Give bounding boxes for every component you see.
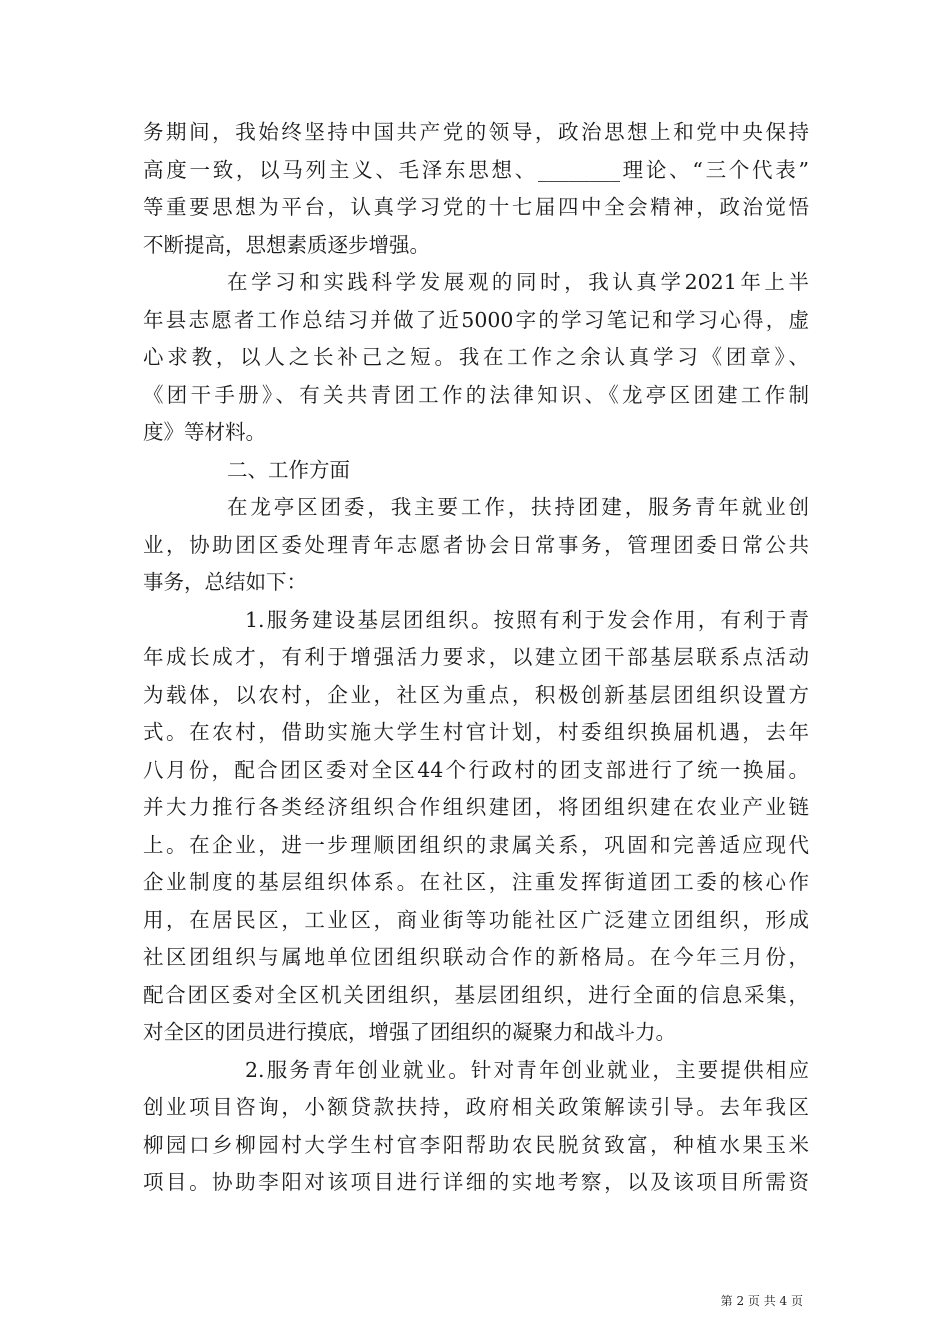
list-item-first-line: 1.服务建设基层团组织。按照有利于发会作用，有利于青 <box>245 607 809 632</box>
text-line: 上。在企业，进一步理顺团组织的隶属关系，巩固和完善适应现代 <box>143 832 809 857</box>
text-line: 等重要思想为平台，认真学习党的十七届四中全会精神，政治觉悟 <box>143 195 809 219</box>
text-line: 为载体，以农村，企业，社区为重点，积极创新基层团组织设置方 <box>143 682 809 707</box>
list-item-first-line: 2.服务青年创业就业。针对青年创业就业，主要提供相应 <box>245 1057 809 1082</box>
body-text <box>143 114 809 1202</box>
text-line: 务期间，我始终坚持中国共产党的领导，政治思想上和党中央保持 <box>143 120 809 144</box>
text-line: 年成长成才，有利于增强活力要求，以建立团干部基层联系点活动 <box>143 645 809 669</box>
text-line: 度》等材料。 <box>143 420 266 444</box>
text-line: 配合团区委对全区机关团组织，基层团组织，进行全面的信息采集， <box>143 982 809 1007</box>
text-line: 柳园口乡柳园村大学生村官李阳帮助农民脱贫致富，种植水果玉米 <box>143 1132 809 1157</box>
text-line: 项目。协助李阳对该项目进行详细的实地考察，以及该项目所需资 <box>143 1170 809 1194</box>
text-line: 并大力推行各类经济组织合作组织建团，将团组织建在农业产业链 <box>143 795 809 819</box>
text-line: 创业项目咨询，小额贷款扶持，政府相关政策解读引导。去年我区 <box>143 1095 809 1119</box>
text-line: 八月份，配合团区委对全区44个行政村的团支部进行了统一换届。 <box>143 757 809 782</box>
text-line: 事务，总结如下： <box>143 570 307 594</box>
page-number-footer: 第 2 页 共 4 页 <box>720 1294 803 1308</box>
text-line: 业，协助团区委处理青年志愿者协会日常事务，管理团委日常公共 <box>143 532 809 557</box>
text-line: 对全区的团员进行摸底，增强了团组织的凝聚力和战斗力。 <box>143 1020 676 1044</box>
paragraph-first-line: 在龙亭区团委，我主要工作，扶持团建，服务青年就业创 <box>227 495 809 519</box>
paragraph-first-line: 在学习和实践科学发展观的同时，我认真学2021年上半 <box>227 270 809 294</box>
text-line: 不断提高，思想素质逐步增强。 <box>143 232 430 257</box>
section-heading: 二、工作方面 <box>227 457 350 482</box>
text-line: 企业制度的基层组织体系。在社区，注重发挥街道团工委的核心作 <box>143 870 809 894</box>
text-line: 年县志愿者工作总结习并做了近5000字的学习笔记和学习心得，虚 <box>143 307 809 332</box>
text-line: 社区团组织与属地单位团组织联动合作的新格局。在今年三月份， <box>143 945 809 969</box>
text-line: 高度一致，以马列主义、毛泽东思想、________理论、“三个代表” <box>143 157 809 182</box>
text-line: 式。在农村，借助实施大学生村官计划，村委组织换届机遇，去年 <box>143 720 809 744</box>
text-line: 《团干手册》、有关共青团工作的法律知识、《龙亭区团建工作制 <box>143 382 809 407</box>
text-line: 用，在居民区，工业区，商业街等功能社区广泛建立团组织，形成 <box>143 907 809 932</box>
text-line: 心求教，以人之长补己之短。我在工作之余认真学习《团章》、 <box>143 345 809 369</box>
